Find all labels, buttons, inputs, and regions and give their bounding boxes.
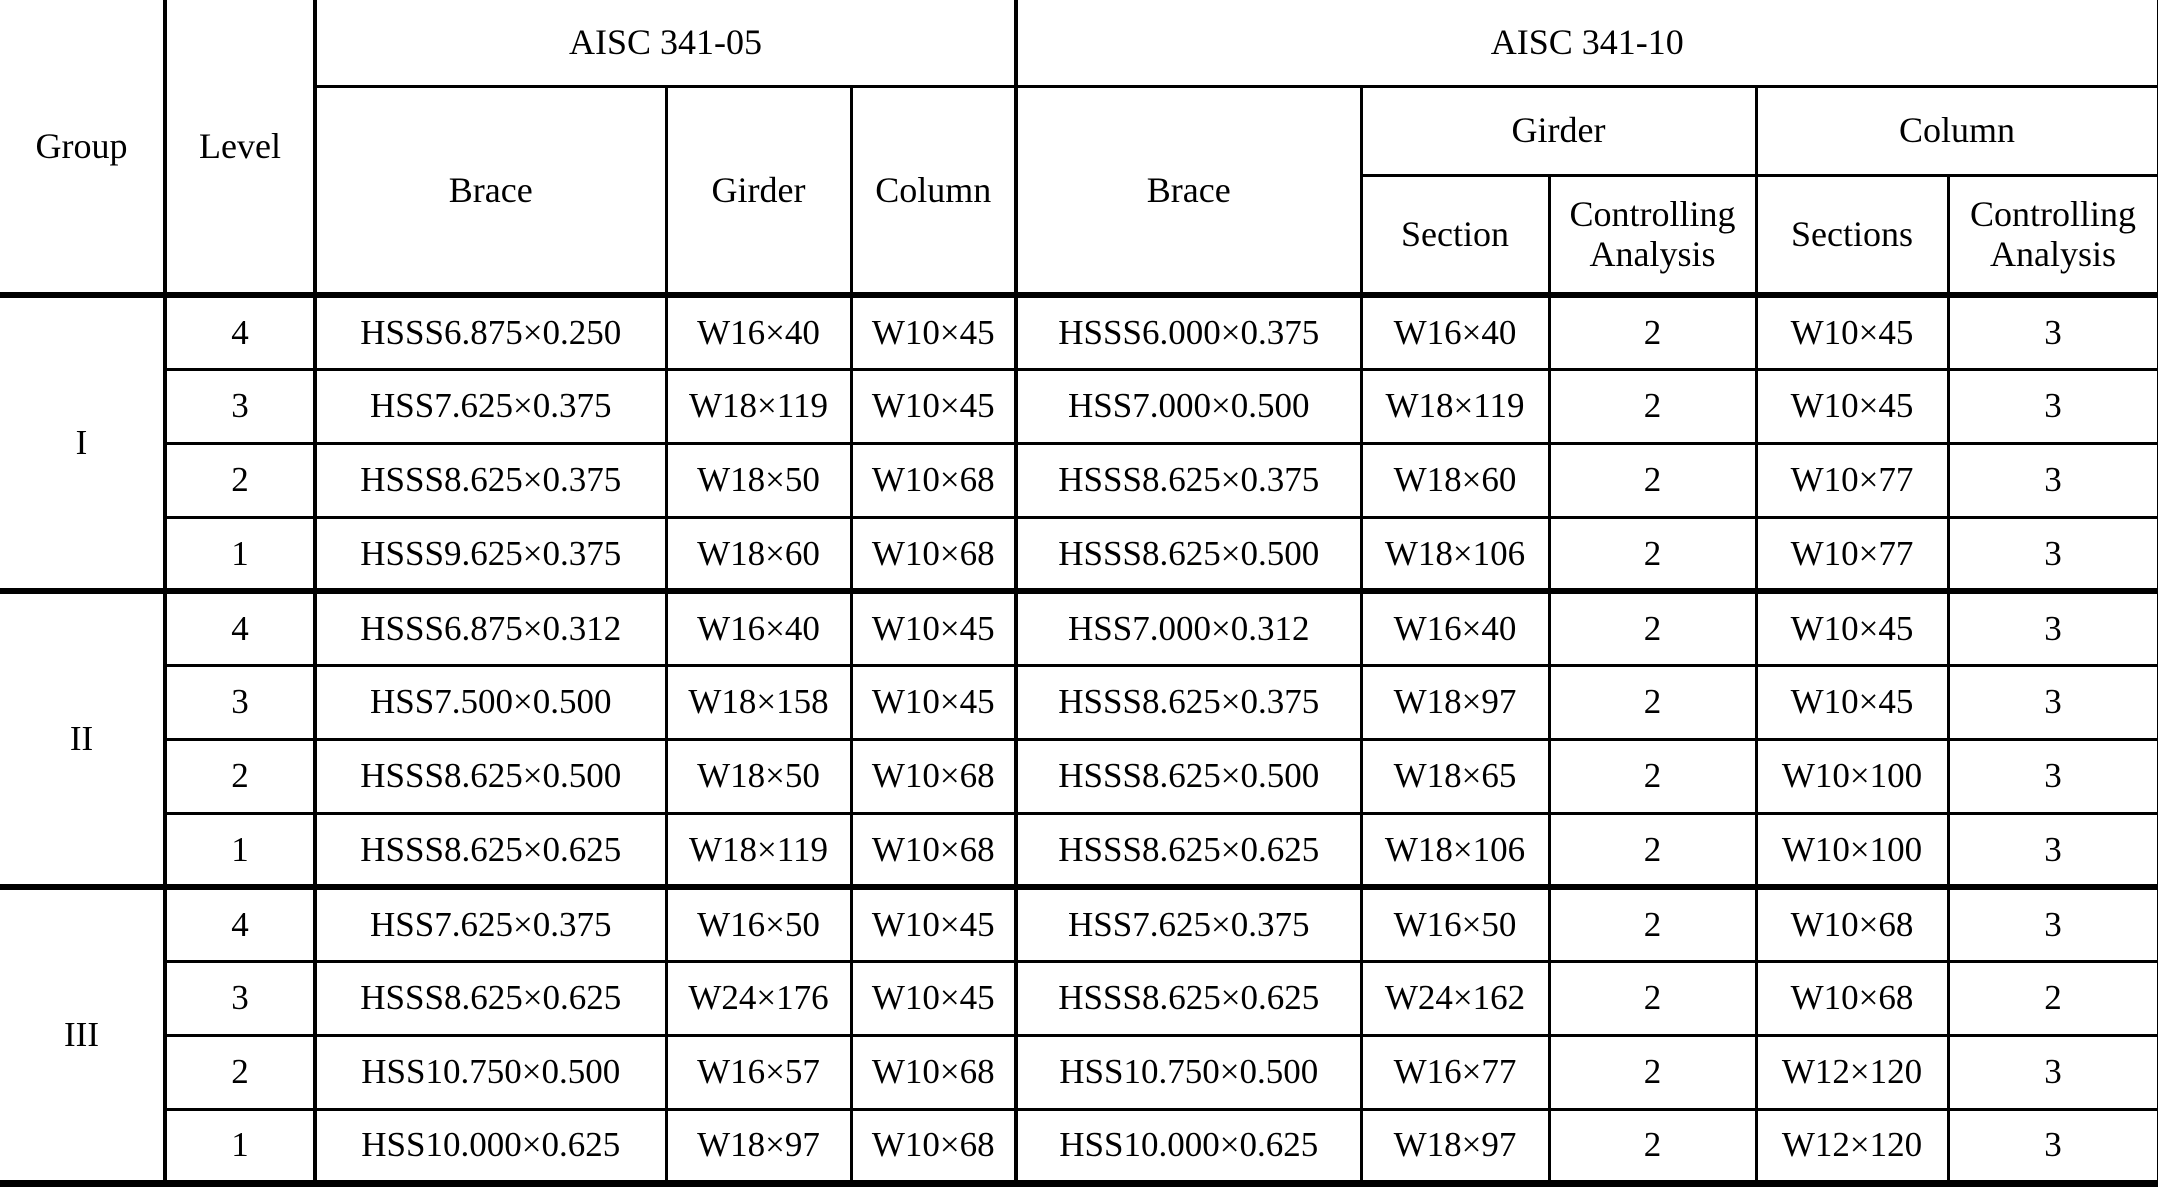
column-05-cell: W10×45: [851, 369, 1016, 443]
group-label: III: [0, 887, 165, 1183]
girder-section-cell: W18×97: [1361, 665, 1549, 739]
girder-section-cell: W24×162: [1361, 961, 1549, 1035]
column-section-cell: W10×45: [1756, 369, 1948, 443]
brace-10-cell: HSSS8.625×0.375: [1016, 443, 1361, 517]
girder-controlling-cell: 2: [1549, 665, 1756, 739]
column-05-cell: W10×68: [851, 1035, 1016, 1109]
header-column-sections: Sections: [1756, 175, 1948, 295]
column-controlling-cell: 3: [1948, 295, 2158, 369]
group-label: II: [0, 591, 165, 887]
level-cell: 2: [165, 443, 315, 517]
column-05-cell: W10×68: [851, 1109, 1016, 1183]
header-girder-controlling-analysis: Controlling Analysis: [1549, 175, 1756, 295]
girder-05-cell: W18×158: [666, 665, 851, 739]
column-controlling-cell: 3: [1948, 1109, 2158, 1183]
column-controlling-cell: 3: [1948, 739, 2158, 813]
column-05-cell: W10×45: [851, 961, 1016, 1035]
level-cell: 3: [165, 369, 315, 443]
brace-05-cell: HSSS8.625×0.375: [315, 443, 666, 517]
girder-05-cell: W16×50: [666, 887, 851, 961]
girder-controlling-cell: 2: [1549, 739, 1756, 813]
girder-controlling-cell: 2: [1549, 1109, 1756, 1183]
girder-section-cell: W16×77: [1361, 1035, 1549, 1109]
brace-10-cell: HSSS8.625×0.500: [1016, 739, 1361, 813]
level-cell: 1: [165, 517, 315, 591]
table-row: [0, 295, 2158, 369]
level-cell: 3: [165, 665, 315, 739]
girder-05-cell: W18×97: [666, 1109, 851, 1183]
brace-10-cell: HSS10.000×0.625: [1016, 1109, 1361, 1183]
header-brace-05: Brace: [315, 86, 666, 295]
table-row: [0, 1109, 2158, 1183]
header-row-1: [0, 0, 2158, 86]
header-row-2: [0, 86, 2158, 175]
girder-section-cell: W18×65: [1361, 739, 1549, 813]
group-label: I: [0, 295, 165, 591]
table-row: [0, 887, 2158, 961]
column-section-cell: W10×68: [1756, 887, 1948, 961]
column-section-cell: W10×77: [1756, 517, 1948, 591]
header-girder-10: Girder: [1361, 86, 1756, 175]
column-05-cell: W10×68: [851, 739, 1016, 813]
girder-05-cell: W16×40: [666, 591, 851, 665]
table-row: [0, 591, 2158, 665]
brace-05-cell: HSSS8.625×0.625: [315, 961, 666, 1035]
level-cell: 4: [165, 887, 315, 961]
table-row: [0, 517, 2158, 591]
column-05-cell: W10×68: [851, 443, 1016, 517]
column-section-cell: W10×77: [1756, 443, 1948, 517]
level-cell: 4: [165, 591, 315, 665]
brace-10-cell: HSSS8.625×0.625: [1016, 813, 1361, 887]
column-05-cell: W10×45: [851, 591, 1016, 665]
girder-05-cell: W18×119: [666, 369, 851, 443]
girder-section-cell: W16×50: [1361, 887, 1549, 961]
header-column-05: Column: [851, 86, 1016, 295]
brace-05-cell: HSS10.750×0.500: [315, 1035, 666, 1109]
column-05-cell: W10×45: [851, 665, 1016, 739]
column-controlling-cell: 3: [1948, 1035, 2158, 1109]
level-cell: 1: [165, 813, 315, 887]
column-controlling-cell: 3: [1948, 517, 2158, 591]
girder-05-cell: W18×50: [666, 443, 851, 517]
brace-10-cell: HSS7.000×0.500: [1016, 369, 1361, 443]
column-controlling-cell: 3: [1948, 369, 2158, 443]
brace-05-cell: HSS7.625×0.375: [315, 887, 666, 961]
header-girder-section: Section: [1361, 175, 1549, 295]
brace-10-cell: HSS10.750×0.500: [1016, 1035, 1361, 1109]
header-aisc-341-10: AISC 341-10: [1016, 0, 2158, 86]
column-section-cell: W10×45: [1756, 295, 1948, 369]
girder-05-cell: W18×60: [666, 517, 851, 591]
girder-section-cell: W16×40: [1361, 295, 1549, 369]
column-section-cell: W10×100: [1756, 739, 1948, 813]
table-row: [0, 813, 2158, 887]
column-controlling-cell: 3: [1948, 443, 2158, 517]
girder-controlling-cell: 2: [1549, 517, 1756, 591]
brace-05-cell: HSS7.500×0.500: [315, 665, 666, 739]
level-cell: 2: [165, 739, 315, 813]
girder-section-cell: W18×119: [1361, 369, 1549, 443]
table-row: [0, 961, 2158, 1035]
column-section-cell: W10×100: [1756, 813, 1948, 887]
girder-05-cell: W18×50: [666, 739, 851, 813]
brace-10-cell: HSS7.625×0.375: [1016, 887, 1361, 961]
girder-section-cell: W18×97: [1361, 1109, 1549, 1183]
brace-05-cell: HSSS9.625×0.375: [315, 517, 666, 591]
brace-10-cell: HSS7.000×0.312: [1016, 591, 1361, 665]
column-section-cell: W12×120: [1756, 1035, 1948, 1109]
header-level: Level: [165, 0, 315, 295]
girder-section-cell: W16×40: [1361, 591, 1549, 665]
column-section-cell: W10×45: [1756, 591, 1948, 665]
girder-controlling-cell: 2: [1549, 591, 1756, 665]
level-cell: 4: [165, 295, 315, 369]
header-group: Group: [0, 0, 165, 295]
girder-05-cell: W18×119: [666, 813, 851, 887]
girder-05-cell: W16×40: [666, 295, 851, 369]
girder-controlling-cell: 2: [1549, 1035, 1756, 1109]
table-row: [0, 739, 2158, 813]
girder-controlling-cell: 2: [1549, 813, 1756, 887]
girder-controlling-cell: 2: [1549, 961, 1756, 1035]
brace-10-cell: HSSS6.000×0.375: [1016, 295, 1361, 369]
brace-05-cell: HSS7.625×0.375: [315, 369, 666, 443]
header-column-10: Column: [1756, 86, 2158, 175]
header-column-controlling-analysis: Controlling Analysis: [1948, 175, 2158, 295]
brace-05-cell: HSSS6.875×0.250: [315, 295, 666, 369]
girder-controlling-cell: 2: [1549, 443, 1756, 517]
level-cell: 3: [165, 961, 315, 1035]
brace-05-cell: HSSS6.875×0.312: [315, 591, 666, 665]
girder-section-cell: W18×60: [1361, 443, 1549, 517]
girder-05-cell: W24×176: [666, 961, 851, 1035]
girder-05-cell: W16×57: [666, 1035, 851, 1109]
table-row: [0, 369, 2158, 443]
table-row: [0, 665, 2158, 739]
girder-controlling-cell: 2: [1549, 369, 1756, 443]
column-05-cell: W10×68: [851, 813, 1016, 887]
girder-controlling-cell: 2: [1549, 295, 1756, 369]
girder-section-cell: W18×106: [1361, 813, 1549, 887]
table-row: [0, 1035, 2158, 1109]
brace-10-cell: HSSS8.625×0.375: [1016, 665, 1361, 739]
brace-05-cell: HSS10.000×0.625: [315, 1109, 666, 1183]
girder-section-cell: W18×106: [1361, 517, 1549, 591]
column-05-cell: W10×45: [851, 887, 1016, 961]
header-aisc-341-05: AISC 341-05: [315, 0, 1016, 86]
table-row: [0, 443, 2158, 517]
column-controlling-cell: 2: [1948, 961, 2158, 1035]
column-section-cell: W10×68: [1756, 961, 1948, 1035]
brace-10-cell: HSSS8.625×0.500: [1016, 517, 1361, 591]
girder-controlling-cell: 2: [1549, 887, 1756, 961]
column-controlling-cell: 3: [1948, 813, 2158, 887]
brace-10-cell: HSSS8.625×0.625: [1016, 961, 1361, 1035]
column-controlling-cell: 3: [1948, 591, 2158, 665]
column-05-cell: W10×45: [851, 295, 1016, 369]
column-section-cell: W10×45: [1756, 665, 1948, 739]
brace-05-cell: HSSS8.625×0.500: [315, 739, 666, 813]
column-section-cell: W12×120: [1756, 1109, 1948, 1183]
column-controlling-cell: 3: [1948, 665, 2158, 739]
level-cell: 2: [165, 1035, 315, 1109]
header-brace-10: Brace: [1016, 86, 1361, 295]
level-cell: 1: [165, 1109, 315, 1183]
column-05-cell: W10×68: [851, 517, 1016, 591]
brace-05-cell: HSSS8.625×0.625: [315, 813, 666, 887]
header-girder-05: Girder: [666, 86, 851, 295]
column-controlling-cell: 3: [1948, 887, 2158, 961]
